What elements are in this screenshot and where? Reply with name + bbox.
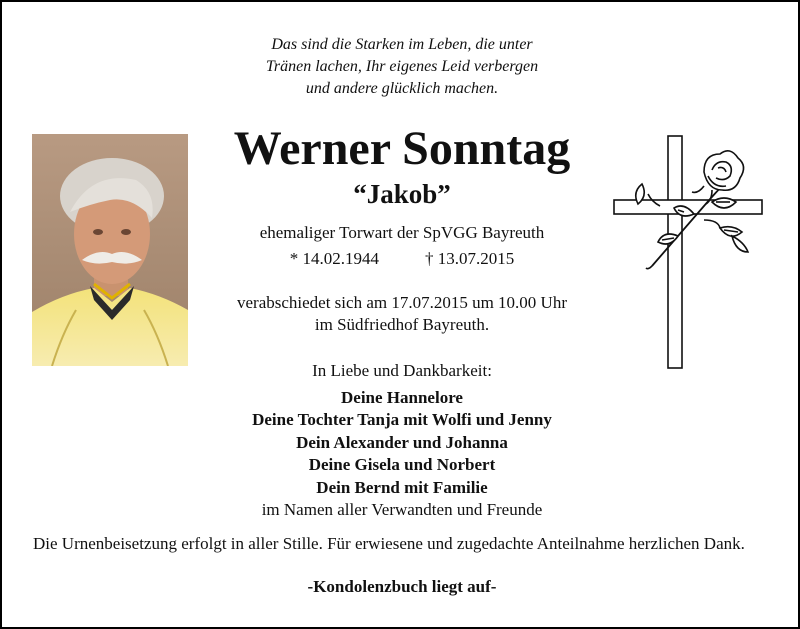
family-member: Deine Tochter Tanja mit Wolfi und Jenny (252, 410, 552, 429)
deceased-role: ehemaliger Torwart der SpVGG Bayreuth (259, 223, 545, 242)
cross-with-rose-icon (608, 132, 768, 372)
poem-line: und andere glücklich machen. (305, 80, 499, 97)
farewell-line: verabschiedet sich am 17.07.2015 um 10.00 Uhr (236, 293, 567, 312)
life-dates (192, 248, 612, 270)
birth-date: * 14.02.1944 (289, 249, 379, 268)
condolence-book-note: -Kondolenzbuch liegt auf- (307, 577, 497, 596)
burial-notice: Die Urnenbeisetzung erfolgt in aller Stille. Für erwiesene und zugedachte Anteilnahme herzlichen Dank. (33, 534, 745, 553)
family-member: Dein Alexander und Johanna (296, 432, 508, 452)
family-section (152, 360, 652, 522)
family-member: Dein Bernd mit Familie (316, 477, 488, 497)
family-member: Deine Gisela und Norbert (308, 455, 496, 474)
portrait-photo (32, 134, 188, 366)
family-intro: In Liebe und Dankbarkeit: (312, 361, 492, 380)
farewell-line: im Südfriedhof Bayreuth. (314, 315, 490, 334)
farewell-info (192, 292, 612, 336)
family-closing: im Namen aller Verwandten und Freunde (261, 500, 543, 519)
deceased-nickname: “Jakob” (353, 179, 451, 209)
memorial-poem (202, 34, 602, 100)
poem-line: Das sind die Starken im Leben, die unter (271, 36, 533, 53)
deceased-name: Werner Sonntag (233, 122, 571, 175)
poem-line: Tränen lachen, Ihr eigenes Leid verbergen (265, 58, 539, 75)
death-date: † 13.07.2015 (425, 249, 515, 268)
family-member: Deine Hannelore (341, 387, 463, 407)
